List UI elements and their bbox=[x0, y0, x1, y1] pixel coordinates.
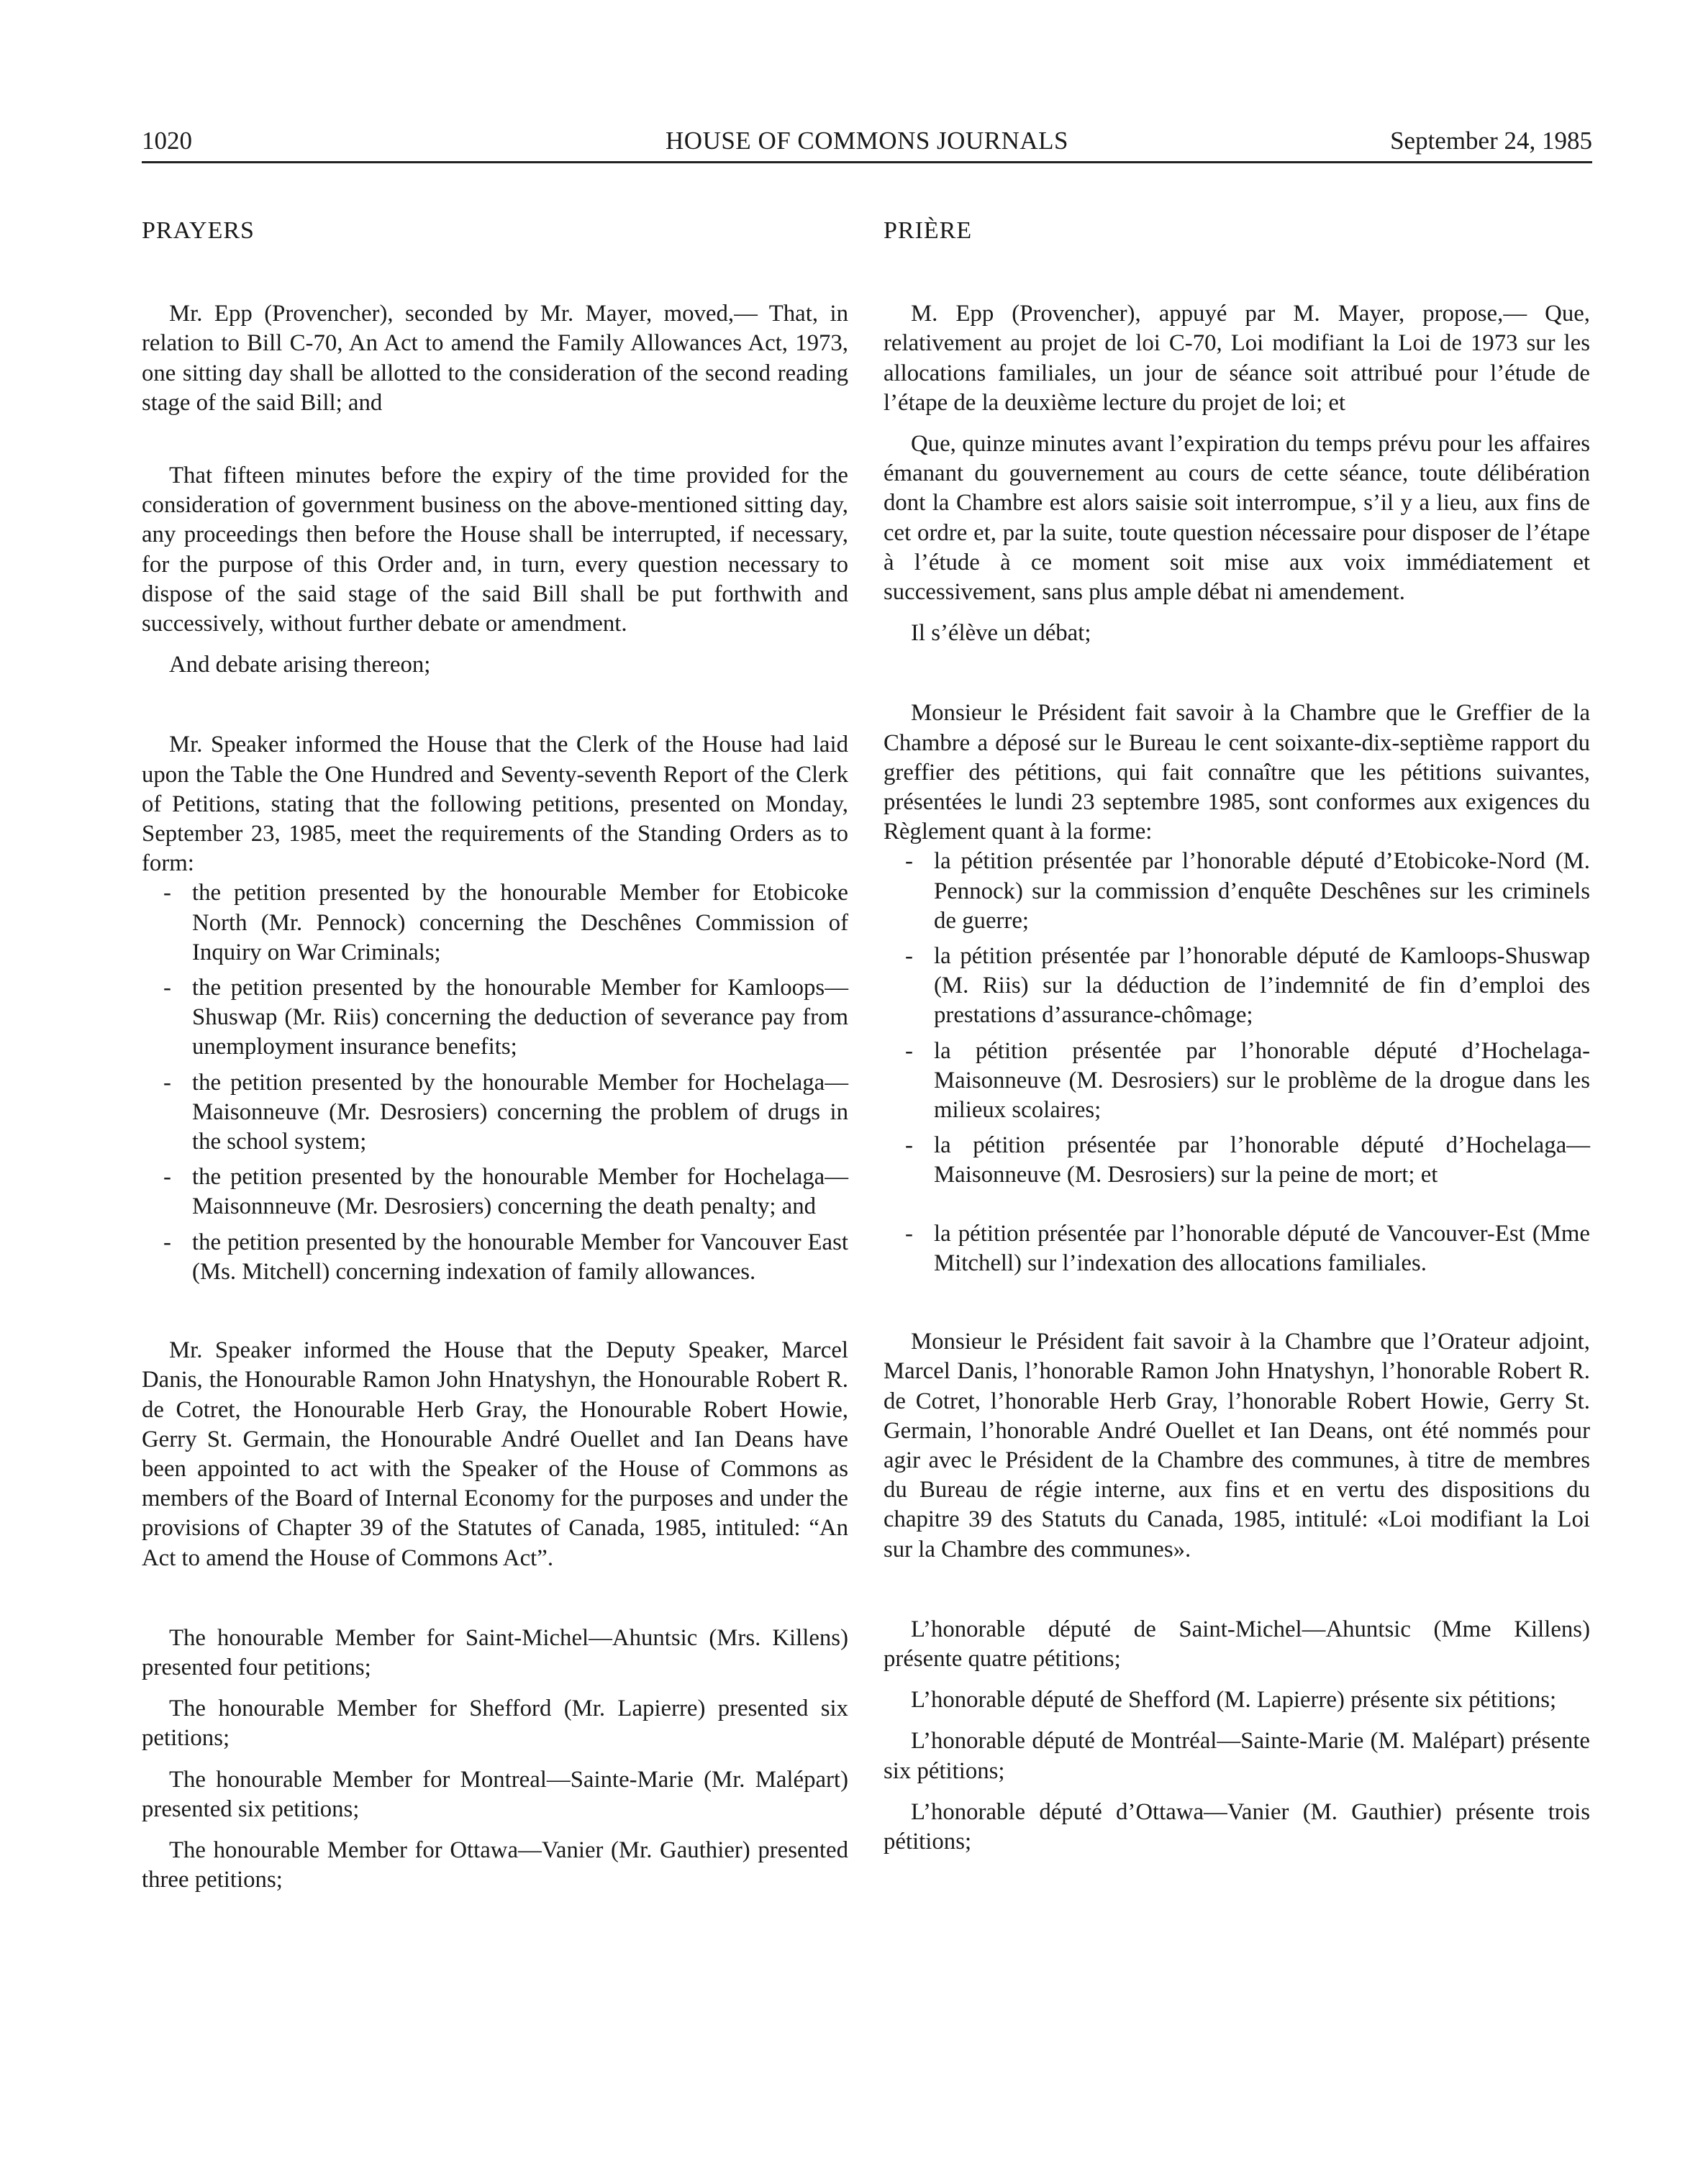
petition-text-fr: la pétition présentée par l’honorable député de Kamloops-Shuswap (M. Riis) sur la déduction de l’indemnité de fin d’emploi des prestations d’assurance-chômage; bbox=[934, 943, 1590, 1029]
petition-text: the petition presented by the honourable Member for Hochelaga—Maisonnneuve (Mr. Desrosiers) concerning the death penalty; and bbox=[192, 1164, 848, 1220]
header-date: September 24, 1985 bbox=[1390, 127, 1592, 155]
motion-continued-paragraph: That fifteen minutes before the expiry of the time provided for the consideration of government business on the above-mentioned sitting day, any proceedings then before the House shall be interrupted, if necessary, for the purpose of this Order and, in turn, every question necessary to dispose of the said stage of the said Bill shall be put forthwith and successively, without further debate or amendment. bbox=[142, 463, 848, 637]
petition-text-fr: la pétition présentée par l’honorable député d’Hochelaga-Maisonneuve (M. Desrosiers) sur le problème de la drogue dans les milieux scolaires; bbox=[934, 1037, 1590, 1124]
petition-text-fr: la pétition présentée par l’honorable député d’Hochelaga—Maisonneuve (M. Desrosiers) sur la peine de mort; et bbox=[934, 1132, 1590, 1188]
petition-text: the petition presented by the honourable Member for Hochelaga—Maisonneuve (Mr. Desrosiers) concerning the problem of drugs in the school system; bbox=[192, 1069, 848, 1155]
petition-item: - the petition presented by the honourable Member for Hochelaga—Maisonneuve (Mr. Desrosiers) concerning the problem of drugs in the school system; bbox=[163, 1069, 848, 1155]
presented-paragraph: The honourable Member for Ottawa—Vanier (Mr. Gauthier) presented three petitions; bbox=[142, 1837, 848, 1893]
priere-heading: PRIÈRE bbox=[884, 217, 973, 244]
motion-continued-paragraph-fr: Que, quinze minutes avant l’expiration du temps prévu pour les affaires émanant du gouvernement au cours de cette séance, toute délibération dont la Chambre est alors saisie soit interrompue, s’il y a lieu, aux fins de cet ordre et, par la suite, toute question nécessaire pour disposer de l’étape à l’étude à ce moment soit mise aux voix immédiatement et successivement, sans plus ample débat ni amendement. bbox=[884, 431, 1590, 606]
prayers-heading: PRAYERS bbox=[142, 217, 255, 244]
petition-item: - the petition presented by the honourable Member for Hochelaga—Maisonnneuve (Mr. Desrosiers) concerning the death penalty; and bbox=[163, 1164, 848, 1220]
board-notice-paragraph: Mr. Speaker informed the House that the Deputy Speaker, Marcel Danis, the Honourable Ramon John Hnatyshyn, the Honourable Robert R. de Cotret, the Honourable Herb Gray, the Honourable Robert Howie, Gerry St. Germain, the Honourable André Ouellet and Ian Deans have been appointed to act with the Speaker of the House of Commons as members of the Board of Internal Economy for the purposes and under the provisions of Chapter 39 of the Statutes of Canada, 1985, intituled: “An Act to amend the House of Commons Act”. bbox=[142, 1337, 848, 1571]
petition-text-fr: la pétition présentée par l’honorable député d’Etobicoke-Nord (M. Pennock) sur la commission d’enquête Deschênes sur les criminels de guerre; bbox=[934, 848, 1590, 934]
petition-text: the petition presented by the honourable Member for Etobicoke North (Mr. Pennock) concerning the Deschênes Commission of Inquiry on War Criminals; bbox=[192, 880, 848, 965]
presented-paragraph: The honourable Member for Montreal—Sainte-Marie (Mr. Malépart) presented six petitions; bbox=[142, 1766, 848, 1822]
english-column bbox=[142, 216, 848, 1895]
petition-item-fr: - la pétition présentée par l’honorable député d’Etobicoke-Nord (M. Pennock) sur la commission d’enquête Deschênes sur les criminels de guerre; bbox=[905, 848, 1590, 934]
debate-paragraph: And debate arising thereon; bbox=[169, 652, 431, 678]
petition-text-fr: la pétition présentée par l’honorable député de Vancouver-Est (Mme Mitchell) sur l’indexation des allocations familiales. bbox=[934, 1220, 1590, 1276]
presented-paragraph: The honourable Member for Saint-Michel—Ahuntsic (Mrs. Killens) presented four petitions; bbox=[142, 1624, 848, 1680]
petitions-list bbox=[142, 878, 848, 1287]
petition-item-fr: - la pétition présentée par l’honorable député de Kamloops-Shuswap (M. Riis) sur la déduction de l’indemnité de fin d’emploi des prestations d’assurance-chômage; bbox=[905, 943, 1590, 1029]
journal-title: HOUSE OF COMMONS JOURNALS bbox=[666, 127, 1068, 155]
page-header bbox=[142, 121, 1592, 161]
presented-paragraph-fr: L’honorable député de Saint-Michel—Ahuntsic (Mme Killens) présente quatre pétitions; bbox=[884, 1616, 1590, 1672]
board-notice-paragraph-fr: Monsieur le Président fait savoir à la Chambre que l’Orateur adjoint, Marcel Danis, l’honorable Ramon John Hnatyshyn, l’honorable Robert R. de Cotret, l’honorable Herb Gray, l’honorable Robert Howie, Gerry St. Germain, l’honorable André Ouellet et Ian Deans, ont été nommés pour agir avec le Président de la Chambre des communes, à titre de membres du Bureau de régie interne, aux fins et en vertu des dispositions du chapitre 39 des Statuts du Canada, 1985, intitulé: «Loi modifiant la Loi sur la Chambre des communes». bbox=[884, 1329, 1590, 1562]
motion-paragraph: Mr. Epp (Provencher), seconded by Mr. Mayer, moved,— That, in relation to Bill C-70, An Act to amend the Family Allowances Act, 1973, one sitting day shall be allotted to the consideration of the second reading stage of the said Bill; and bbox=[142, 301, 848, 416]
french-column bbox=[884, 216, 1590, 1857]
petitions-intro-paragraph-fr: Monsieur le Président fait savoir à la Chambre que le Greffier de la Chambre a déposé sur le Bureau le cent soixante-dix-septième rapport du greffier des pétitions, qui fait connaître que les pétitions suivantes, présentées le lundi 23 septembre 1985, sont conformes aux exigences du Règlement quant à la forme: bbox=[884, 700, 1590, 845]
petition-item-fr: - la pétition présentée par l’honorable député d’Hochelaga-Maisonneuve (M. Desrosiers) sur le problème de la drogue dans les milieux scolaires; bbox=[905, 1037, 1590, 1124]
petition-text: the petition presented by the honourable Member for Vancouver East (Ms. Mitchell) concerning indexation of family allowances. bbox=[192, 1229, 848, 1285]
petition-item: - the petition presented by the honourable Member for Kamloops—Shuswap (Mr. Riis) concerning the deduction of severance pay from unemployment insurance benefits; bbox=[163, 975, 848, 1060]
debate-paragraph-fr: Il s’élève un débat; bbox=[911, 620, 1091, 647]
petition-text: the petition presented by the honourable Member for Kamloops—Shuswap (Mr. Riis) concerning the deduction of severance pay from unemployment insurance benefits; bbox=[192, 975, 848, 1060]
motion-paragraph-fr: M. Epp (Provencher), appuyé par M. Mayer, propose,— Que, relativement au projet de loi C-70, Loi modifiant la Loi de 1973 sur les allocations familiales, un jour de séance soit attribué pour l’étude de l’étape de la deuxième lecture du projet de loi; et bbox=[884, 301, 1590, 416]
presented-paragraph-fr: L’honorable député de Shefford (M. Lapierre) présente six pétitions; bbox=[911, 1687, 1557, 1714]
presented-paragraph-fr: L’honorable député de Montréal—Sainte-Marie (M. Malépart) présente six pétitions; bbox=[884, 1728, 1590, 1784]
presented-paragraph-fr: L’honorable député d’Ottawa—Vanier (M. Gauthier) présente trois pétitions; bbox=[884, 1798, 1590, 1855]
petition-item: - the petition presented by the honourable Member for Vancouver East (Ms. Mitchell) concerning indexation of family allowances. bbox=[163, 1229, 848, 1285]
presented-paragraph: The honourable Member for Shefford (Mr. Lapierre) presented six petitions; bbox=[142, 1696, 848, 1752]
petition-item: - the petition presented by the honourable Member for Etobicoke North (Mr. Pennock) concerning the Deschênes Commission of Inquiry on War Criminals; bbox=[163, 880, 848, 965]
petition-item-fr: - la pétition présentée par l’honorable député de Vancouver-Est (Mme Mitchell) sur l’indexation des allocations familiales. bbox=[905, 1220, 1590, 1276]
petition-item-fr: - la pétition présentée par l’honorable député d’Hochelaga—Maisonneuve (M. Desrosiers) sur la peine de mort; et bbox=[905, 1132, 1590, 1188]
petitions-list-fr bbox=[884, 847, 1590, 1278]
page-number: 1020 bbox=[142, 127, 192, 155]
header-divider bbox=[142, 161, 1592, 163]
petitions-intro-paragraph: Mr. Speaker informed the House that the Clerk of the House had laid upon the Table the One Hundred and Seventy-seventh Report of the Clerk of Petitions, stating that the following petitions, presented on Monday, September 23, 1985, meet the requirements of the Standing Orders as to form: bbox=[142, 732, 848, 877]
